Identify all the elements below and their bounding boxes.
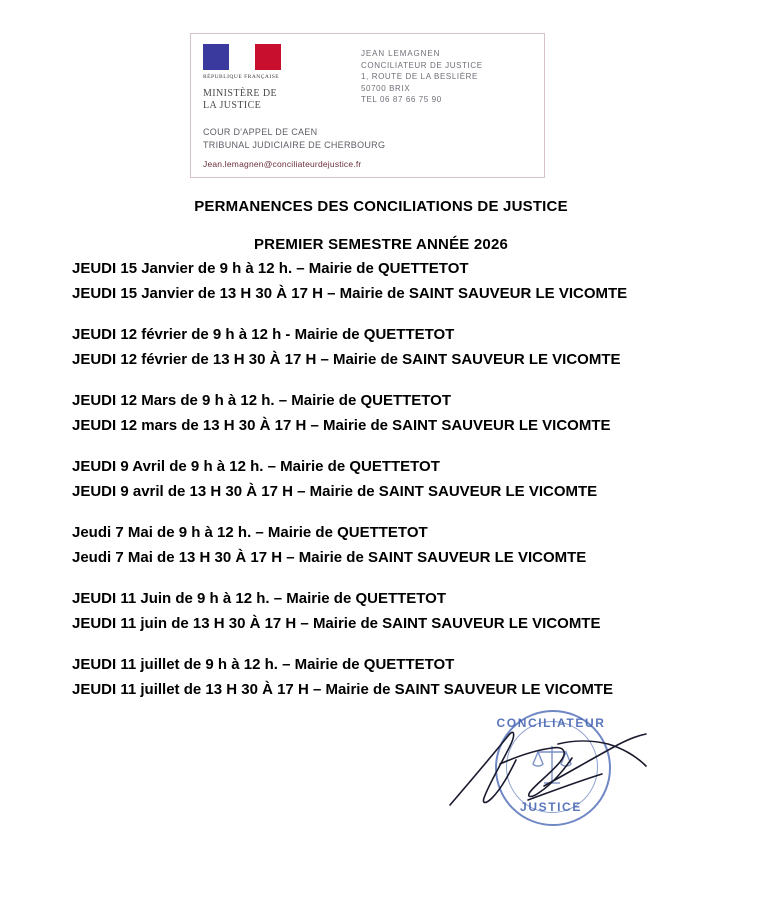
court-tribunal: TRIBUNAL JUDICIAIRE DE CHERBOURG bbox=[203, 140, 386, 150]
schedule-group bbox=[72, 653, 692, 702]
schedule-line: JEUDI 12 février de 13 H 30 À 17 H – Mairie de SAINT SAUVEUR LE VICOMTE bbox=[72, 350, 621, 368]
schedule-line: JEUDI 9 Avril de 9 h à 12 h. – Mairie de QUETTETOT bbox=[72, 458, 440, 475]
contact-block bbox=[361, 48, 526, 106]
schedule-group bbox=[72, 257, 692, 306]
contact-role: CONCILIATEUR DE JUSTICE bbox=[361, 60, 483, 70]
schedule-group bbox=[72, 389, 692, 438]
schedule-line: JEUDI 15 Janvier de 13 H 30 À 17 H – Mairie de SAINT SAUVEUR LE VICOMTE bbox=[72, 284, 628, 302]
contact-name: JEAN LEMAGNEN bbox=[361, 49, 441, 58]
republique-francaise-label: RÉPUBLIQUE FRANÇAISE bbox=[203, 74, 280, 80]
letterhead-left bbox=[203, 44, 343, 112]
schedule-line: JEUDI 11 juillet de 9 h à 12 h. – Mairie de QUETTETOT bbox=[72, 656, 455, 673]
contact-address: 1, ROUTE DE LA BESLIÈRE bbox=[361, 72, 478, 81]
signature-block bbox=[440, 700, 690, 840]
court-appeal: COUR D'APPEL DE CAEN bbox=[203, 127, 318, 137]
schedule-line: JEUDI 9 avril de 13 H 30 À 17 H – Mairie de SAINT SAUVEUR LE VICOMTE bbox=[72, 482, 598, 500]
schedule-group bbox=[72, 587, 692, 636]
ministry-label-line1: MINISTÈRE DE bbox=[203, 88, 277, 99]
schedule-line: JEUDI 15 Janvier de 9 h à 12 h. – Mairie de QUETTETOT bbox=[72, 260, 469, 277]
schedule-group bbox=[72, 521, 692, 570]
schedule-line: Jeudi 7 Mai de 13 H 30 À 17 H – Mairie de SAINT SAUVEUR LE VICOMTE bbox=[72, 548, 587, 566]
ministry-label bbox=[203, 88, 343, 112]
schedule-line: JEUDI 12 février de 9 h à 12 h - Mairie de QUETTETOT bbox=[72, 326, 455, 343]
stamp-bottom-label: JUSTICE bbox=[520, 800, 582, 814]
contact-email: Jean.lemagnen@conciliateurdejustice.fr bbox=[203, 159, 362, 169]
letterhead-box bbox=[190, 33, 545, 178]
stamp-top-label: CONCILIATEUR bbox=[496, 716, 606, 730]
schedule-line: JEUDI 11 juin de 13 H 30 À 17 H – Mairie de SAINT SAUVEUR LE VICOMTE bbox=[72, 614, 601, 632]
page-subtitle: PREMIER SEMESTRE ANNÉE 2026 bbox=[253, 236, 509, 253]
schedule-line: JEUDI 11 Juin de 9 h à 12 h. – Mairie de QUETTETOT bbox=[72, 590, 447, 607]
schedule-line: JEUDI 12 Mars de 9 h à 12 h. – Mairie de QUETTETOT bbox=[72, 392, 452, 409]
schedule-line: JEUDI 12 mars de 13 H 30 À 17 H – Mairie de SAINT SAUVEUR LE VICOMTE bbox=[72, 416, 611, 434]
page-title: PERMANENCES DES CONCILIATIONS DE JUSTICE bbox=[194, 198, 568, 215]
contact-city: 50700 BRIX bbox=[361, 83, 411, 93]
french-flag-icon bbox=[203, 44, 281, 70]
schedule-line: Jeudi 7 Mai de 9 h à 12 h. – Mairie de QUETTETOT bbox=[72, 524, 428, 541]
schedule-line: JEUDI 11 juillet de 13 H 30 À 17 H – Mairie de SAINT SAUVEUR LE VICOMTE bbox=[72, 680, 613, 698]
schedule-group bbox=[72, 455, 692, 504]
courts-block bbox=[203, 126, 385, 152]
schedule-group bbox=[72, 323, 692, 372]
contact-phone: TEL 06 87 66 75 90 bbox=[361, 95, 442, 104]
schedule-list bbox=[72, 257, 692, 719]
ministry-label-line2: LA JUSTICE bbox=[203, 100, 262, 111]
handwritten-signature bbox=[440, 700, 690, 840]
